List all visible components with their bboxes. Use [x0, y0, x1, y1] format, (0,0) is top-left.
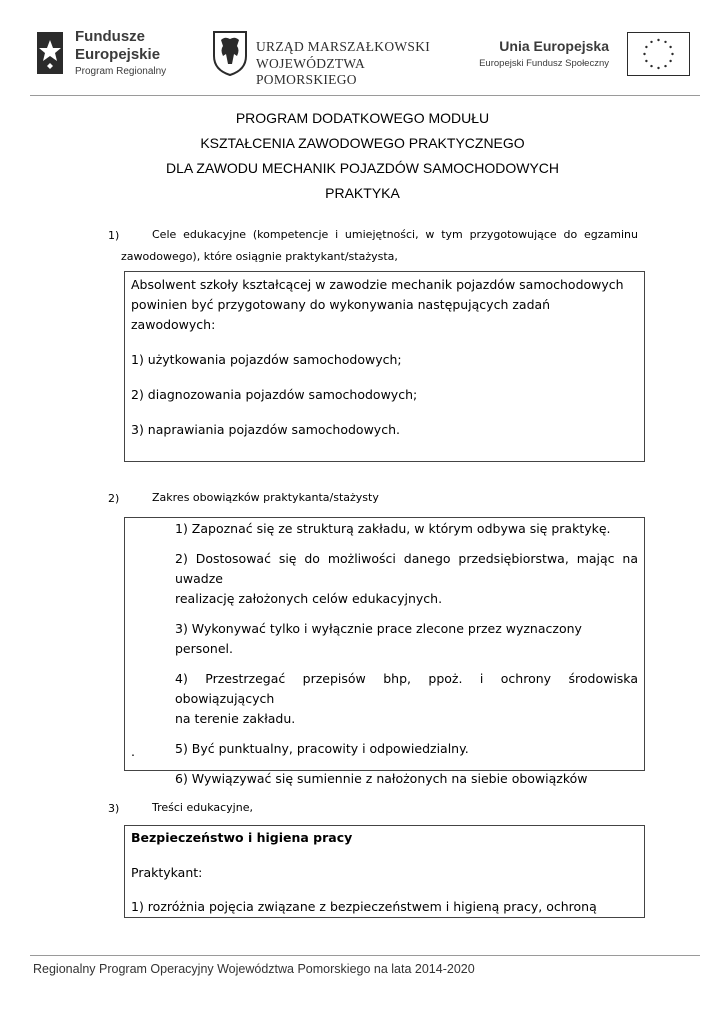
fe-line3: Program Regionalny — [75, 66, 167, 77]
title-line-3: DLA ZAWODU MECHANIK POJAZDÓW SAMOCHODOWYCH — [165, 160, 560, 176]
section-1-intro-line2: powinien być przygotowany do wykonywania następujących zadań zawodowych: — [131, 297, 551, 332]
section-1-heading-line1: Cele edukacyjne (kompetencje i umiejętności, w tym przygotowujące do egzaminu — [152, 228, 638, 241]
section-3-box-title: Bezpieczeństwo i higiena pracy — [131, 830, 353, 845]
section-3-subject: Praktykant: — [131, 865, 203, 880]
griffin-crest-icon — [212, 30, 248, 76]
section-3-item-1: 1) rozróżnia pojęcia związane z bezpieczeństwem i higieną pracy, ochroną — [131, 899, 597, 914]
ump-line1: URZĄD MARSZAŁKOWSKI — [256, 39, 431, 54]
footer-text: Regionalny Program Operacyjny Województwa Pomorskiego na lata 2014-2020 — [33, 962, 475, 976]
urzad-marszalkowski-logo — [212, 30, 462, 87]
header-rule — [30, 95, 700, 96]
header — [0, 0, 725, 96]
section-3-box-bottom-edge — [124, 917, 645, 918]
section-2-item-4-line1: 4) Przestrzegać przepisów bhp, ppoż. i ochrony środowiska obowiązujących — [175, 671, 638, 706]
ump-line2: WOJEWÓDZTWA POMORSKIEGO — [256, 56, 365, 87]
ue-subtitle: Europejski Fundusz Społeczny — [479, 58, 609, 69]
fe-line2: Europejskie — [75, 46, 161, 63]
section-2-item-5: 5) Być punktualny, pracowity i odpowiedzialny. — [175, 741, 469, 756]
section-2-item-2-line2: realizację założonych celów edukacyjnych. — [175, 591, 443, 606]
unia-europejska-logo — [478, 32, 693, 82]
section-2-heading: Zakres obowiązków praktykanta/stażysty — [152, 491, 379, 504]
section-1-number: 1) — [108, 229, 120, 242]
section-2-box — [124, 517, 645, 786]
footer-rule — [30, 955, 700, 956]
fe-line1: Fundusze — [75, 28, 145, 45]
title-line-4: PRAKTYKA — [325, 185, 400, 201]
ue-title: Unia Europejska — [499, 38, 609, 54]
section-2-item-6: 6) Wywiązywać się sumiennie z nałożonych na siebie obowiązków — [175, 771, 588, 786]
section-2-number: 2) — [108, 492, 120, 505]
title-line-2: KSZTAŁCENIA ZAWODOWEGO PRAKTYCZNEGO — [200, 135, 525, 151]
section-3-box — [124, 825, 645, 918]
fe-star-icon — [33, 26, 67, 80]
section-1-box — [124, 271, 645, 462]
section-2-item-2-line1: 2) Dostosować się do możliwości danego przedsiębiorstwa, mając na uwadze — [175, 551, 638, 586]
fundusze-europejskie-logo — [33, 26, 183, 82]
section-1-item-1: 1) użytkowania pojazdów samochodowych; — [131, 352, 402, 367]
section-3-heading: Treści edukacyjne, — [152, 801, 253, 814]
section-3-number: 3) — [108, 802, 120, 815]
title-line-1: PROGRAM DODATKOWEGO MODUŁU — [235, 110, 490, 126]
section-1-heading-line2: zawodowego), które osiągnie praktykant/stażysta, — [121, 250, 398, 263]
section-1-heading — [121, 224, 638, 268]
section-1-intro-line1: Absolwent szkoły kształcącej w zawodzie mechanik pojazdów samochodowych — [131, 277, 624, 292]
section-2-item-1: 1) Zapoznać się ze strukturą zakładu, w którym odbywa się praktykę. — [175, 521, 611, 536]
section-2-item-4-line2: na terenie zakładu. — [175, 711, 296, 726]
section-1-item-2: 2) diagnozowania pojazdów samochodowych; — [131, 387, 418, 402]
eu-flag-icon — [627, 32, 690, 76]
section-1-item-3: 3) naprawiania pojazdów samochodowych. — [131, 422, 400, 437]
section-2-item-3: 3) Wykonywać tylko i wyłącznie prace zlecone przez wyznaczony personel. — [175, 621, 582, 656]
section-2-trailing-dot: . — [131, 744, 135, 759]
